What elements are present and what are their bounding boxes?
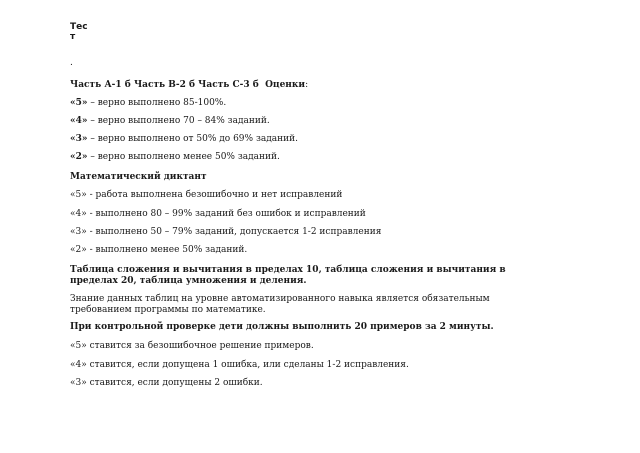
grading-heading-label: Оценки [265, 80, 306, 90]
control-check-heading: При контрольной проверке дети должны выполнить 20 примеров за 2 минуты. [70, 322, 494, 332]
tables-item-3: «3» ставится, если допущены 2 ошибки. [70, 378, 263, 388]
dictation-item-3: «3» - выполнено 50 – 79% заданий, допускается 1-2 исправления [70, 227, 382, 237]
stray-dot: . [70, 58, 73, 68]
grade-text: – верно выполнено от 50% до 69% заданий. [87, 134, 298, 144]
grading-heading-colon: : [305, 80, 309, 90]
grade-mark: «3» [70, 134, 88, 144]
document-title: Тест [70, 22, 88, 42]
dictation-heading: Математический диктант [70, 172, 207, 182]
grading-heading-parts: Часть А-1 б Часть В-2 б Часть С-3 б [70, 80, 259, 90]
test-grade-5 [70, 98, 226, 109]
dictation-item-2: «2» - выполнено менее 50% заданий. [70, 245, 248, 255]
grading-heading [70, 80, 308, 91]
test-grade-3 [70, 134, 298, 145]
dictation-item-4: «4» - выполнено 80 – 99% заданий без ошибок и исправлений [70, 209, 366, 219]
tables-heading: Таблица сложения и вычитания в пределах 10, таблица сложения и вычитания в пределах 20, таблица умножения и деления. [70, 265, 506, 286]
tables-item-4: «4» ставится, если допущена 1 ошибка, или сделаны 1-2 исправления. [70, 360, 409, 370]
tables-item-5: «5» ставится за безошибочное решение примеров. [70, 341, 314, 351]
tables-paragraph: Знание данных таблиц на уровне автоматизированного навыка является обязательным требованием программы по математике. [70, 294, 490, 315]
dictation-item-5: «5» - работа выполнена безошибочно и нет исправлений [70, 190, 343, 200]
grade-mark: «5» [70, 98, 88, 108]
test-grade-2 [70, 152, 280, 163]
grade-text: – верно выполнено 85-100%. [87, 98, 227, 108]
grade-mark: «4» [70, 116, 88, 126]
grade-mark: «2» [70, 152, 88, 162]
test-grade-4 [70, 116, 270, 127]
grade-text: – верно выполнено 70 – 84% заданий. [87, 116, 270, 126]
grade-text: – верно выполнено менее 50% заданий. [87, 152, 280, 162]
